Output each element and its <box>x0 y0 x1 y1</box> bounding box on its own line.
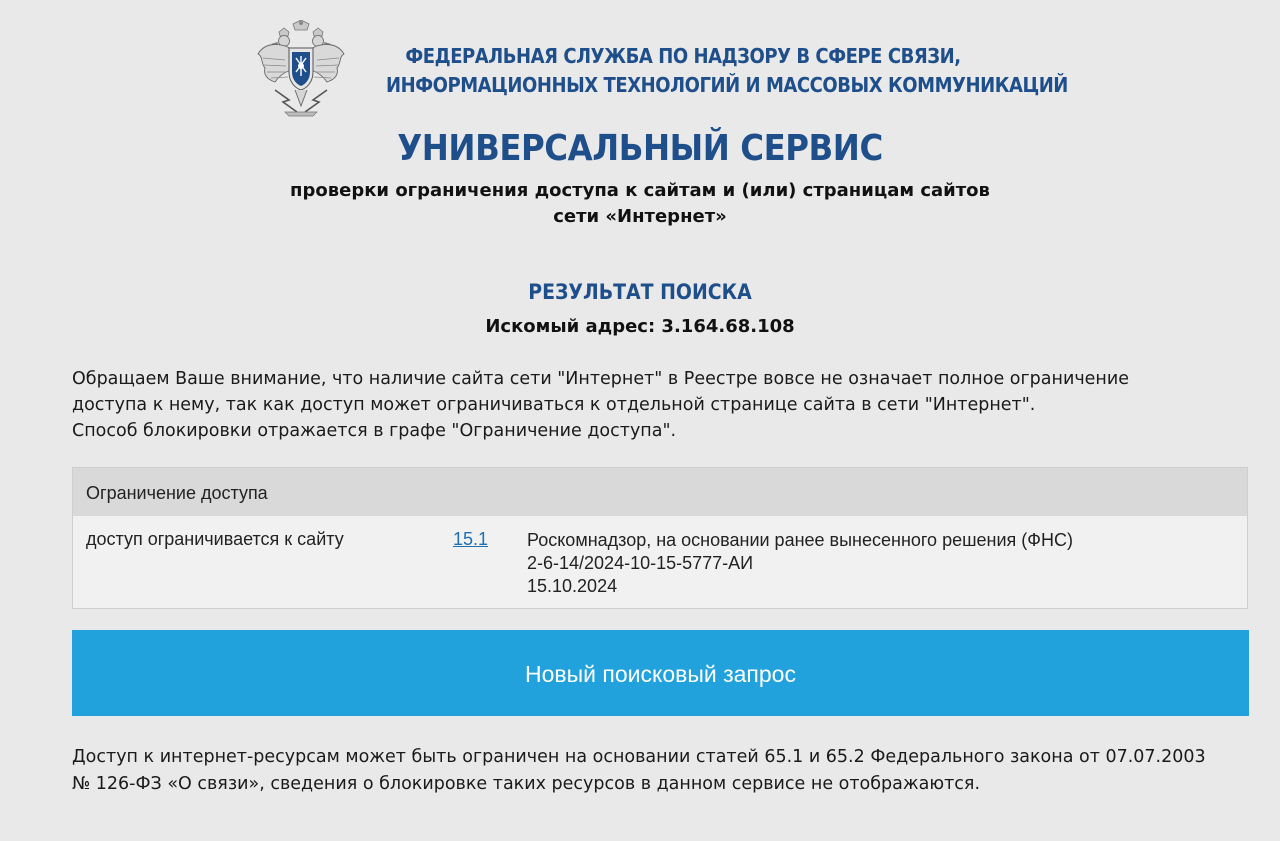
service-title: УНИВЕРСАЛЬНЫЙ СЕРВИС <box>397 128 883 169</box>
agency-name-line1: ФЕДЕРАЛЬНАЯ СЛУЖБА ПО НАДЗОРУ В СФЕРЕ СВЯЗИ, <box>405 44 961 68</box>
header <box>255 20 1068 120</box>
table-header: Ограничение доступа <box>73 468 1247 516</box>
service-subtitle-line2: сети «Интернет» <box>553 206 727 227</box>
agency-name <box>386 42 1068 100</box>
basis-date: 15.10.2024 <box>527 576 618 596</box>
footnote-line1: Доступ к интернет-ресурсам может быть ограничен на основании статей 65.1 и 65.2 Федерального закона от 07.07.2003 <box>72 747 1206 767</box>
notice-line1: Обращаем Ваше внимание, что наличие сайта сети "Интернет" в Реестре вовсе не означает полное ограничение <box>72 369 1130 389</box>
basis-decision-number: 2-6-14/2024-10-15-5777-АИ <box>527 553 754 573</box>
article-link[interactable]: 15.1 <box>453 529 489 549</box>
double-headed-eagle-emblem-icon <box>255 20 347 118</box>
agency-name-line2: ИНФОРМАЦИОННЫХ ТЕХНОЛОГИЙ И МАССОВЫХ КОММУНИКАЦИЙ <box>386 73 1068 97</box>
basis-cell <box>527 529 1073 598</box>
footnote-line2: № 126-ФЗ «О связи», сведения о блокировке таких ресурсов в данном сервисе не отображаются. <box>72 774 981 794</box>
basis-authority: Роскомнадзор, на основании ранее вынесенного решения (ФНС) <box>527 530 1073 550</box>
service-subtitle-line1: проверки ограничения доступа к сайтам и (или) страницам сайтов <box>290 180 990 201</box>
table-row <box>73 516 1247 608</box>
result-title: РЕЗУЛЬТАТ ПОИСКА <box>528 280 752 304</box>
searched-address: Искомый адрес: 3.164.68.108 <box>485 316 795 337</box>
notice-line3: Способ блокировки отражается в графе "Ограничение доступа". <box>72 421 677 441</box>
notice-line2: доступа к нему, так как доступ может ограничиваться к отдельной странице сайта в сети "Интернет". <box>72 395 1036 415</box>
new-search-button[interactable]: Новый поисковый запрос <box>72 630 1249 716</box>
restriction-table <box>72 467 1248 609</box>
service-subtitle <box>0 178 1280 230</box>
registry-notice <box>72 366 1232 444</box>
restriction-cell: доступ ограничивается к сайту <box>86 529 344 549</box>
legal-footnote <box>72 744 1252 798</box>
